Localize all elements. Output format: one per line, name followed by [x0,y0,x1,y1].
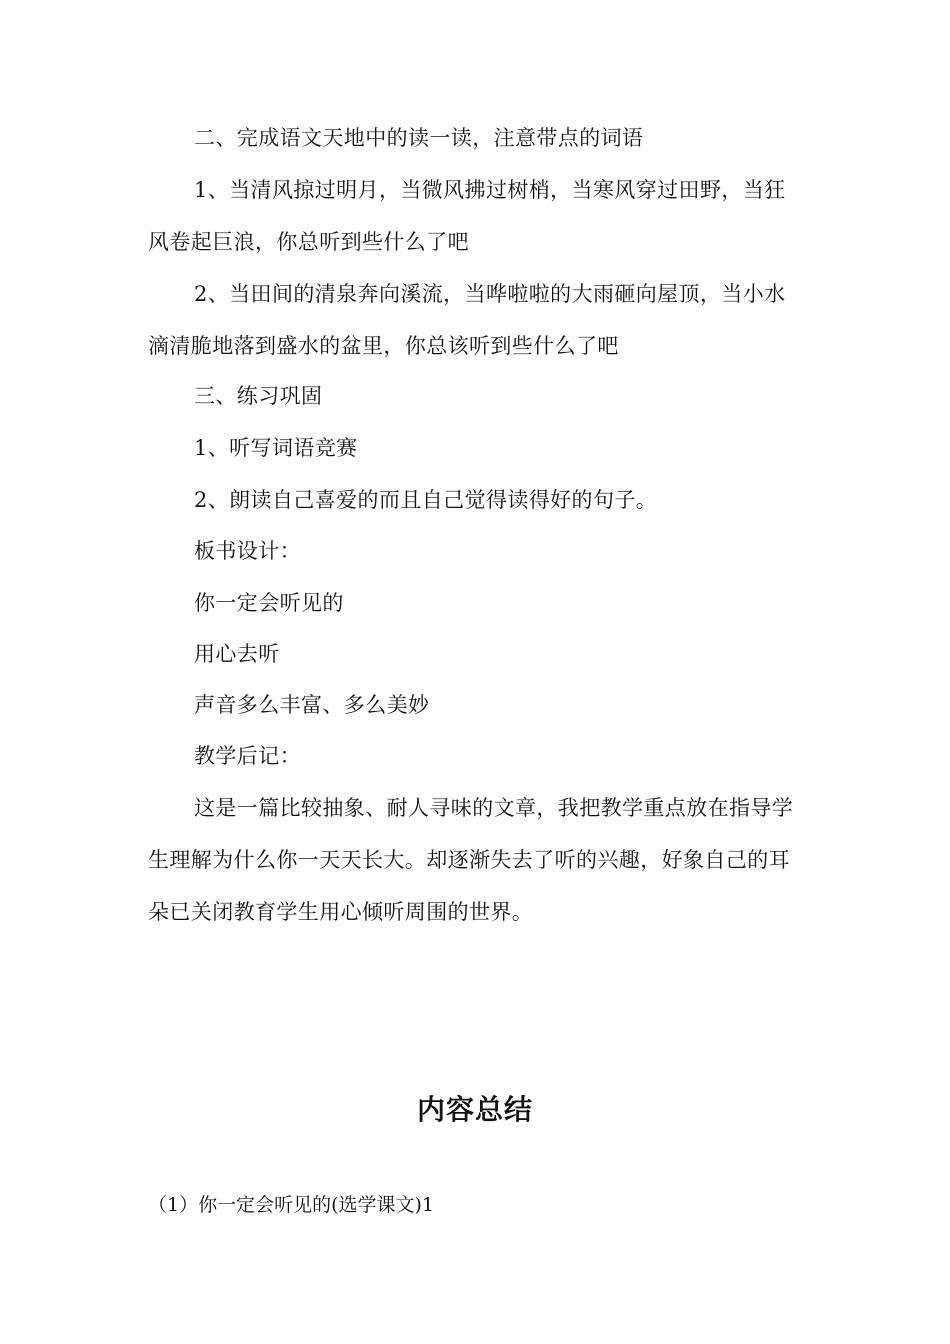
paragraph-item-1: 1、当清风掠过明月，当微风拂过树梢，当寒风穿过田野，当狂风卷起巨浪，你总听到些什么了吧 [148,178,786,254]
summary-item: （1）你一定会听见的(选学课文)1 [148,1194,435,1216]
paragraph-item-3: 1、听写词语竞赛 [194,436,358,460]
paragraph-item-2: 2、当田间的清泉奔向溪流，当哗啦啦的大雨砸向屋顶，当小水滴清脆地落到盛水的盆里，你总该听到些什么了吧 [148,282,786,358]
board-line-2: 用心去听 [194,642,280,666]
section-heading-2: 二、完成语文天地中的读一读，注意带点的词语 [194,126,644,150]
postscript-label: 教学后记： [194,744,301,768]
board-design-label: 板书设计： [194,539,301,563]
board-line-1: 你一定会听见的 [194,591,344,615]
summary-title: 内容总结 [416,1093,533,1126]
paragraph-item-4: 2、朗读自己喜爱的而且自己觉得读得好的句子。 [194,488,658,512]
section-heading-3: 三、练习巩固 [194,384,323,408]
board-line-3: 声音多么丰富、多么美妙 [194,693,430,717]
postscript-paragraph: 这是一篇比较抽象、耐人寻味的文章，我把教学重点放在指导学生理解为什么你一天天长大。却逐渐失去了听的兴趣，好象自己的耳朵已关闭教育学生用心倾听周围的世界。 [148,796,794,924]
